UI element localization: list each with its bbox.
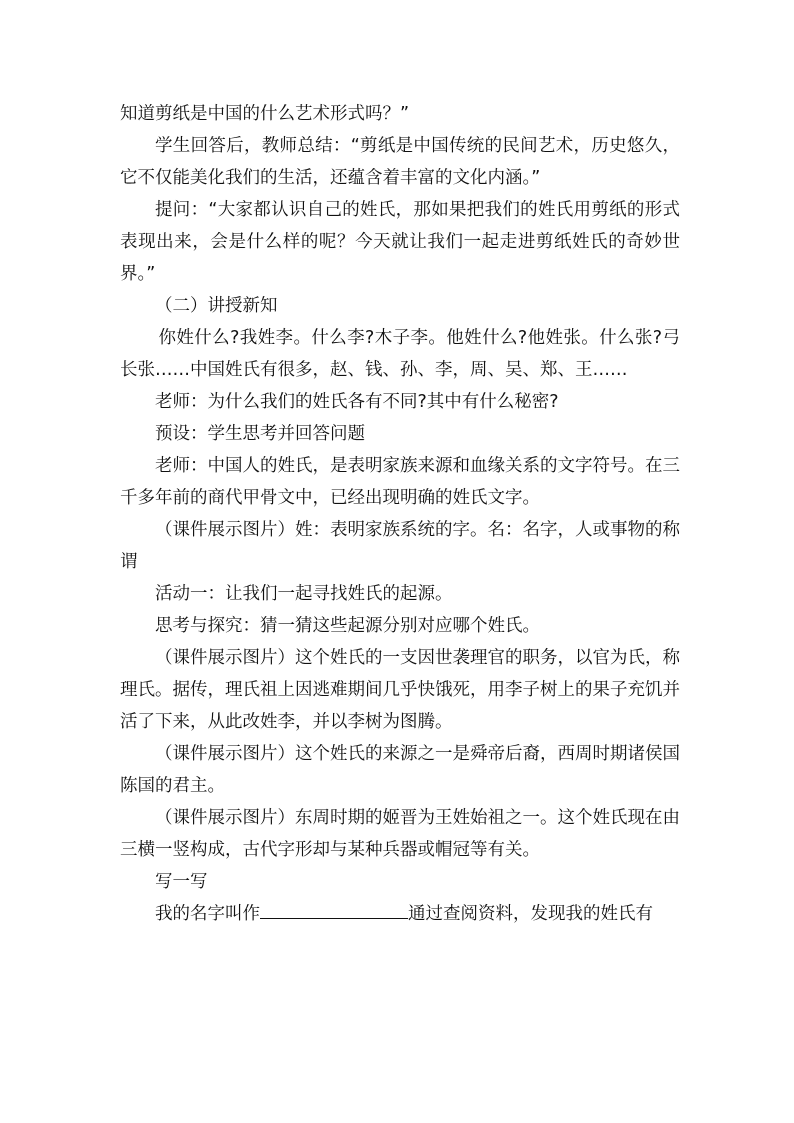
paragraph-think-explore: 思考与探究：猜一猜这些起源分别对应哪个姓氏。 bbox=[155, 616, 540, 636]
fill-in-suffix: 通过查阅资料，发现我的姓氏有 bbox=[408, 904, 653, 924]
paragraph-wang-origin: （课件展示图片）东周时期的姬晋为王姓始祖之一。这个姓氏现在由三横一竖构成，古代字形却与某种兵器或帽冠等有关。 bbox=[120, 808, 680, 860]
paragraph-question-end: 知道剪纸是中国的什么艺术形式吗？” bbox=[120, 104, 410, 124]
name-blank-line bbox=[260, 898, 408, 919]
paragraph-dialogue: 你姓什么?我姓李。什么李?木子李。他姓什么?他姓张。什么张?弓长张……中国姓氏有很多，赵、钱、孙、李，周、吴、郑、王…… bbox=[120, 328, 680, 380]
paragraph-courseware-definition: （课件展示图片）姓：表明家族系统的字。名：名字，人或事物的称谓 bbox=[120, 520, 680, 572]
heading-write: 写一写 bbox=[155, 872, 208, 892]
paragraph-preset: 预设：学生思考并回答问题 bbox=[155, 424, 365, 444]
paragraph-teacher-explanation: 老师：中国人的姓氏，是表明家族来源和血缘关系的文字符号。在三千多年前的商代甲骨文中，已经出现明确的姓氏文字。 bbox=[120, 456, 680, 508]
paragraph-li-origin: （课件展示图片）这个姓氏的一支因世袭理官的职务，以官为氏，称理氏。据传，理氏祖上因逃难期间几乎快饿死，用李子树上的果子充饥并活了下来，从此改姓李，并以李树为图腾。 bbox=[120, 648, 680, 732]
paragraph-question-surname: 提问：“大家都认识自己的姓氏，那如果把我们的姓氏用剪纸的形式表现出来，会是什么样的呢？今天就让我们一起走进剪纸姓氏的奇妙世界。” bbox=[120, 200, 680, 284]
paragraph-chen-origin: （课件展示图片）这个姓氏的来源之一是舜帝后裔，西周时期诸侯国陈国的君主。 bbox=[120, 744, 680, 796]
paragraph-activity-one: 活动一：让我们一起寻找姓氏的起源。 bbox=[155, 584, 453, 604]
section-heading-new-knowledge: （二）讲授新知 bbox=[155, 296, 278, 316]
fill-in-prefix: 我的名字叫作 bbox=[155, 904, 260, 924]
paragraph-teacher-question: 老师：为什么我们的姓氏各有不同?其中有什么秘密? bbox=[155, 392, 559, 412]
paragraph-teacher-summary: 学生回答后，教师总结：“剪纸是中国传统的民间艺术，历史悠久，它不仅能美化我们的生活，还蕴含着丰富的文化内涵。” bbox=[120, 136, 680, 188]
document-body bbox=[120, 98, 680, 930]
paragraph-fill-in bbox=[120, 898, 680, 930]
